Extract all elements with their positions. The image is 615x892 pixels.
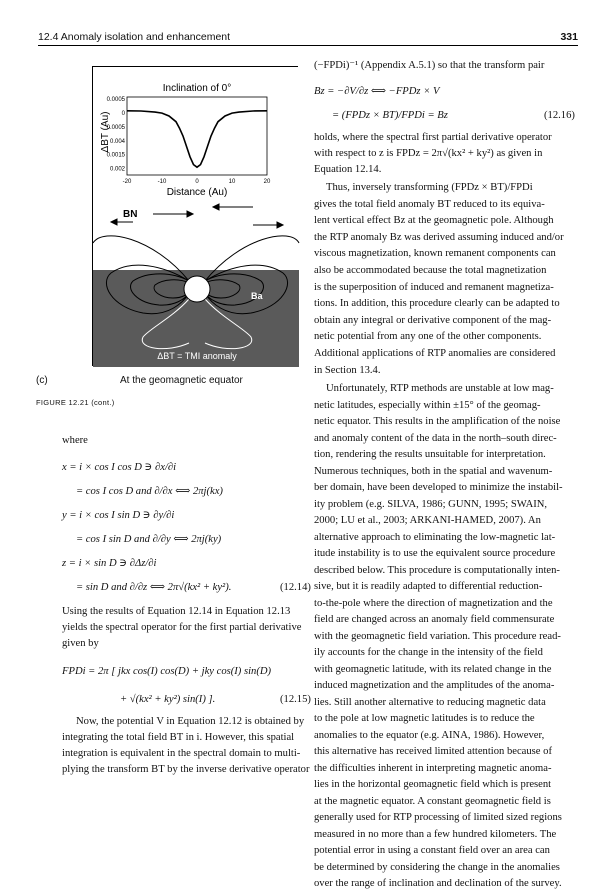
figure-panel: [92, 66, 298, 366]
equation-number-14: (12.14): [280, 582, 311, 593]
bn-label: BN: [123, 209, 138, 220]
equation-x-result: = cos I cos D and ∂/∂x ⟺ 2πj(kx): [76, 486, 223, 497]
p3-line: with geomagnetic latitude, with its related change in the: [314, 663, 552, 675]
p3-line: the difficulties inherent in interpreting magnetic anoma-: [314, 762, 552, 774]
p3-line: ber domain, have been developed to minimize the instabil-: [314, 482, 563, 493]
x-tick-label: 0: [195, 179, 199, 185]
p1-line: holds, where the spectral first partial derivative operator: [314, 132, 552, 143]
p3-line: potential error in using a constant field over an area can: [314, 845, 550, 856]
equation-fpd: FPDi = 2π [ jkx cos(I) cos(D) + jky cos(I) sin(D): [62, 666, 272, 677]
p3-line: itude instability is to use the equivalent source procedure: [314, 548, 556, 559]
equation-z: z = i × sin D ∋ ∂Δz/∂i: [62, 558, 157, 569]
p2-line: Additional applications of RTP anomalies are considered: [314, 348, 556, 359]
p3-line: alternative approach to eliminating the low-magnetic lat-: [314, 531, 556, 543]
panel-title: At the geomagnetic equator: [120, 375, 243, 386]
p2-line: lent vertical effect Bz at the geomagnetic pole. Although: [314, 215, 554, 227]
p2-line: tions. In addition, this procedure clearly can be adapted to: [314, 298, 560, 310]
magnetized-sphere: [184, 276, 210, 302]
p3-line: described below. This procedure is computationally inten-: [314, 564, 560, 576]
x-tick-label: -10: [157, 179, 167, 185]
p3-line: to the pole at low magnetic latitudes is to reduce the: [314, 713, 535, 724]
p2-line: netic potential from any one of the other components.: [314, 331, 542, 343]
equation-fpd-continued: + √(kx² + ky²) sin(I) ].: [120, 694, 216, 705]
y-axis-label: ΔBT (Au): [100, 111, 111, 153]
equation-number-16: (12.16): [544, 110, 575, 121]
using-line-3: given by: [62, 638, 99, 649]
p3-line: Numerous techniques, both in the spatial and wavenum-: [314, 465, 553, 477]
y-tick-label: 0: [121, 110, 125, 117]
p1-line: with respect to z is FPDz = 2π√(kx² + ky²) as given in: [314, 148, 543, 160]
p3-line: induced magnetization and the amplitudes of the anoma-: [314, 680, 555, 691]
using-line-2: yields the spectral operator for the first partial derivative: [62, 622, 302, 633]
p2-line: viscous magnetization, known remanent components can: [314, 248, 556, 260]
ba-label: Ba: [251, 291, 263, 301]
y-tick-label: 0.002: [109, 166, 125, 173]
p2-line: the RTP anomaly Bz was derived assuming induced and/or: [314, 231, 564, 243]
p3-line: Unfortunately, RTP methods are unstable at low mag-: [326, 383, 554, 394]
p2-line: Thus, inversely transforming (FPDz × BT)/FPDi: [326, 182, 533, 193]
delta-label: ΔBT = TMI anomaly: [157, 351, 237, 361]
page-number: 331: [560, 31, 578, 43]
right-opening-line: (−FPDi)⁻¹ (Appendix A.5.1) so that the transform pair: [314, 60, 545, 71]
now-line-1: Now, the potential V in Equation 12.12 is obtained by: [76, 716, 305, 727]
equation-y-result: = cos I sin D and ∂/∂y ⟺ 2πj(ky): [76, 534, 222, 545]
now-line-3: integration is equivalent in the spectral domain to multi-: [62, 748, 301, 759]
y-tick-label: 0.0005: [106, 97, 125, 103]
running-header: [38, 30, 578, 46]
p3-line: to-the-pole where the direction of magnetization and the: [314, 597, 553, 609]
p3-line: generally used for RTP processing of limited sized regions: [314, 812, 562, 823]
p2-line: in Section 13.4.: [314, 364, 381, 376]
p3-line: tion, rendering the results unsuitable for interpretation.: [314, 449, 546, 460]
equation-bz: Bz = −∂V/∂z ⟺ −FPDz × V: [314, 86, 440, 97]
figure-label: [36, 398, 115, 407]
x-axis-label: Distance (Au): [166, 187, 228, 198]
p2-line: gives the total field anomaly BT reduced to its equiva-: [314, 198, 545, 210]
now-line-4: plying the transform BT by the inverse derivative operator: [62, 764, 310, 775]
p2-line: also be accommodated because the total magnetization: [314, 265, 547, 276]
section-title: 12.4 Anomaly isolation and enhancement: [38, 31, 231, 43]
figure-number: FIGURE 12.21: [36, 398, 89, 407]
p3-line: netic equator. This results in the amplification of the noise: [314, 416, 561, 427]
y-tick-label: 0.004: [109, 138, 125, 145]
p3-line: lies in the horizontal geomagnetic field which is present: [314, 779, 552, 790]
p3-line: be determined by considering the change in the anomalies: [314, 861, 560, 873]
p3-line: netic latitudes, especially within ±15° of the geomag-: [314, 399, 541, 411]
p3-line: with the geomagnetic field variation. This procedure read-: [314, 630, 561, 642]
equation-x: x = i × cos I cos D ∋ ∂x/∂i: [62, 462, 177, 473]
p2-line: obtain any integral or derivative component of the mag-: [314, 314, 552, 326]
p3-line: anomalies to the equator (e.g. AINA, 1986). However,: [314, 729, 545, 741]
x-tick-label: 10: [228, 179, 236, 185]
where-text: where: [62, 435, 88, 446]
p3-line: 2000; LU et al., 2003; ARKANI-HAMED, 2007). An: [314, 515, 541, 526]
now-line-2: integrating the total field BT in i. However, this spatial: [62, 732, 295, 743]
p3-line: this alternative has received limited attention because of: [314, 746, 552, 757]
y-tick-label: 0.0005: [106, 124, 125, 131]
equation-y: y = i × cos I sin D ∋ ∂y/∂i: [62, 510, 175, 521]
p3-line: measured in no more than a few hundred kilometers. The: [314, 828, 557, 840]
equation-number-15: (12.15): [280, 694, 311, 705]
p2-line: is the superposition of induced and remanent magnetiza-: [314, 281, 554, 293]
figure-graphic: [93, 67, 299, 367]
equation-bz-result: = (FPDz × BT)/FPDi = Bz: [332, 110, 448, 121]
panel-letter: (c): [36, 375, 48, 386]
x-tick-label: -20: [122, 179, 132, 185]
p3-line: and anomaly content of the data in the north–south direc-: [314, 432, 557, 444]
p3-line: sive, but it is readily adapted to differential reduction-: [314, 581, 543, 592]
p3-line: lies. Still another alternative to reducing magnetic data: [314, 696, 546, 708]
figure-cont: (cont.): [91, 398, 115, 407]
using-line-1: Using the results of Equation 12.14 in Equation 12.13: [62, 606, 291, 617]
y-tick-label: 0.0015: [106, 152, 125, 159]
p3-line: over the range of inclination and declination of the survey.: [314, 878, 562, 889]
equation-z-result: = sin D and ∂/∂z ⟺ 2π√(kx² + ky²).: [76, 582, 232, 593]
p3-line: field are changed across an anomaly field commensurate: [314, 614, 555, 625]
p1-line: Equation 12.14.: [314, 164, 382, 176]
p3-line: at the magnetic equator. A constant geomagnetic field is: [314, 795, 551, 807]
x-tick-label: 20: [263, 179, 271, 185]
plot-title: Inclination of 0°: [162, 83, 232, 94]
p3-line: ity problem (e.g. SILVA, 1986; GUNN, 1995; SWAIN,: [314, 498, 548, 510]
p3-line: ily accounts for the change in the intensity of the field: [314, 647, 543, 658]
